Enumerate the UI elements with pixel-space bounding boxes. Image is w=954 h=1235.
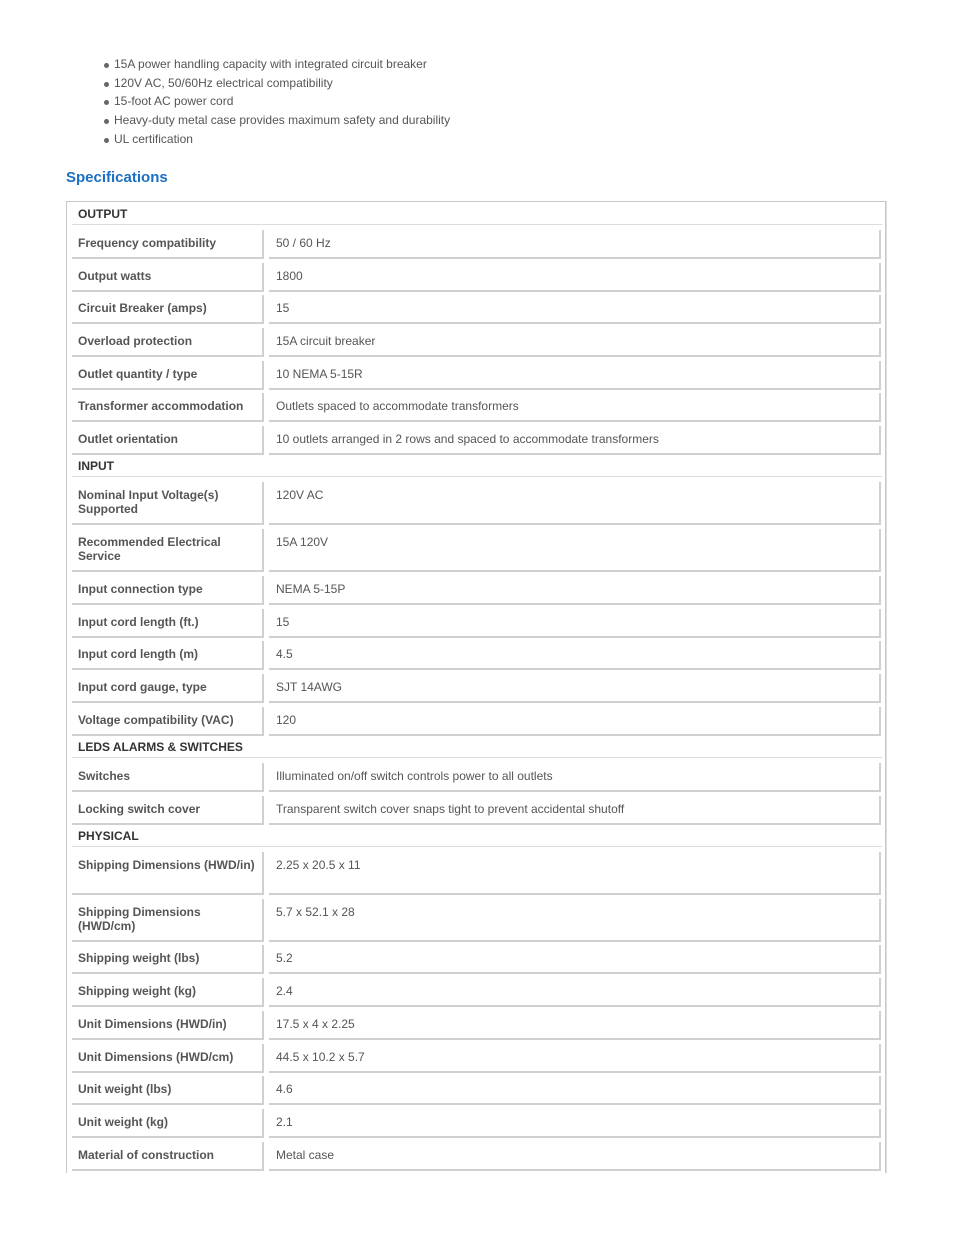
section-header-physical: PHYSICAL <box>72 829 882 847</box>
spec-label: Circuit Breaker (amps) <box>72 295 264 324</box>
spec-label: Voltage compatibility (VAC) <box>72 707 264 736</box>
spec-value: Outlets spaced to accommodate transformers <box>269 393 881 422</box>
spec-label: Transformer accommodation <box>72 393 264 422</box>
spec-label: Outlet orientation <box>72 426 264 455</box>
section-header-leds-alarms-switches: LEDS ALARMS & SWITCHES <box>72 740 882 758</box>
spec-value: 15 <box>269 295 881 324</box>
section-header-output: OUTPUT <box>72 207 882 225</box>
spec-value: Transparent switch cover snaps tight to prevent accidental shutoff <box>269 796 881 825</box>
spec-label: Shipping Dimensions (HWD/cm) <box>72 899 264 942</box>
spec-value: 2.1 <box>269 1109 881 1138</box>
spec-value: 17.5 x 4 x 2.25 <box>269 1011 881 1040</box>
spec-label: Recommended Electrical Service <box>72 529 264 572</box>
spec-value: 1800 <box>269 263 881 292</box>
feature-item: Heavy-duty metal case provides maximum safety and durability <box>104 111 450 130</box>
feature-item: UL certification <box>104 130 450 149</box>
spec-label: Unit Dimensions (HWD/cm) <box>72 1044 264 1073</box>
spec-value: Metal case <box>269 1142 881 1171</box>
spec-value: 4.5 <box>269 641 881 670</box>
spec-label: Switches <box>72 763 264 792</box>
spec-value: 15A circuit breaker <box>269 328 881 357</box>
spec-label: Shipping Dimensions (HWD/in) <box>72 852 264 895</box>
spec-label: Input connection type <box>72 576 264 605</box>
spec-value: 10 outlets arranged in 2 rows and spaced to accommodate transformers <box>269 426 881 455</box>
spec-label: Unit weight (kg) <box>72 1109 264 1138</box>
spec-label: Locking switch cover <box>72 796 264 825</box>
spec-label: Input cord length (ft.) <box>72 609 264 638</box>
feature-list <box>104 55 450 149</box>
specifications-table <box>66 201 886 1173</box>
spec-value: 120 <box>269 707 881 736</box>
spec-value: 15A 120V <box>269 529 881 572</box>
spec-value: Illuminated on/off switch controls power to all outlets <box>269 763 881 792</box>
spec-value: 4.6 <box>269 1076 881 1105</box>
spec-value: 2.4 <box>269 978 881 1007</box>
spec-label: Output watts <box>72 263 264 292</box>
spec-value: 50 / 60 Hz <box>269 230 881 259</box>
section-header-input: INPUT <box>72 459 882 477</box>
spec-value: 120V AC <box>269 482 881 525</box>
spec-value: 44.5 x 10.2 x 5.7 <box>269 1044 881 1073</box>
spec-value: 5.7 x 52.1 x 28 <box>269 899 881 942</box>
spec-label: Unit weight (lbs) <box>72 1076 264 1105</box>
spec-label: Input cord gauge, type <box>72 674 264 703</box>
feature-item: 15-foot AC power cord <box>104 92 450 111</box>
spec-value: SJT 14AWG <box>269 674 881 703</box>
spec-value: 5.2 <box>269 945 881 974</box>
specifications-heading: Specifications <box>66 169 168 186</box>
feature-item: 15A power handling capacity with integrated circuit breaker <box>104 55 450 74</box>
spec-label: Nominal Input Voltage(s) Supported <box>72 482 264 525</box>
spec-label: Unit Dimensions (HWD/in) <box>72 1011 264 1040</box>
spec-label: Input cord length (m) <box>72 641 264 670</box>
spec-label: Shipping weight (lbs) <box>72 945 264 974</box>
spec-label: Overload protection <box>72 328 264 357</box>
spec-value: NEMA 5-15P <box>269 576 881 605</box>
spec-label: Material of construction <box>72 1142 264 1171</box>
feature-item: 120V AC, 50/60Hz electrical compatibility <box>104 74 450 93</box>
spec-label: Shipping weight (kg) <box>72 978 264 1007</box>
spec-label: Outlet quantity / type <box>72 361 264 390</box>
spec-label: Frequency compatibility <box>72 230 264 259</box>
spec-value: 15 <box>269 609 881 638</box>
spec-value: 2.25 x 20.5 x 11 <box>269 852 881 895</box>
spec-value: 10 NEMA 5-15R <box>269 361 881 390</box>
